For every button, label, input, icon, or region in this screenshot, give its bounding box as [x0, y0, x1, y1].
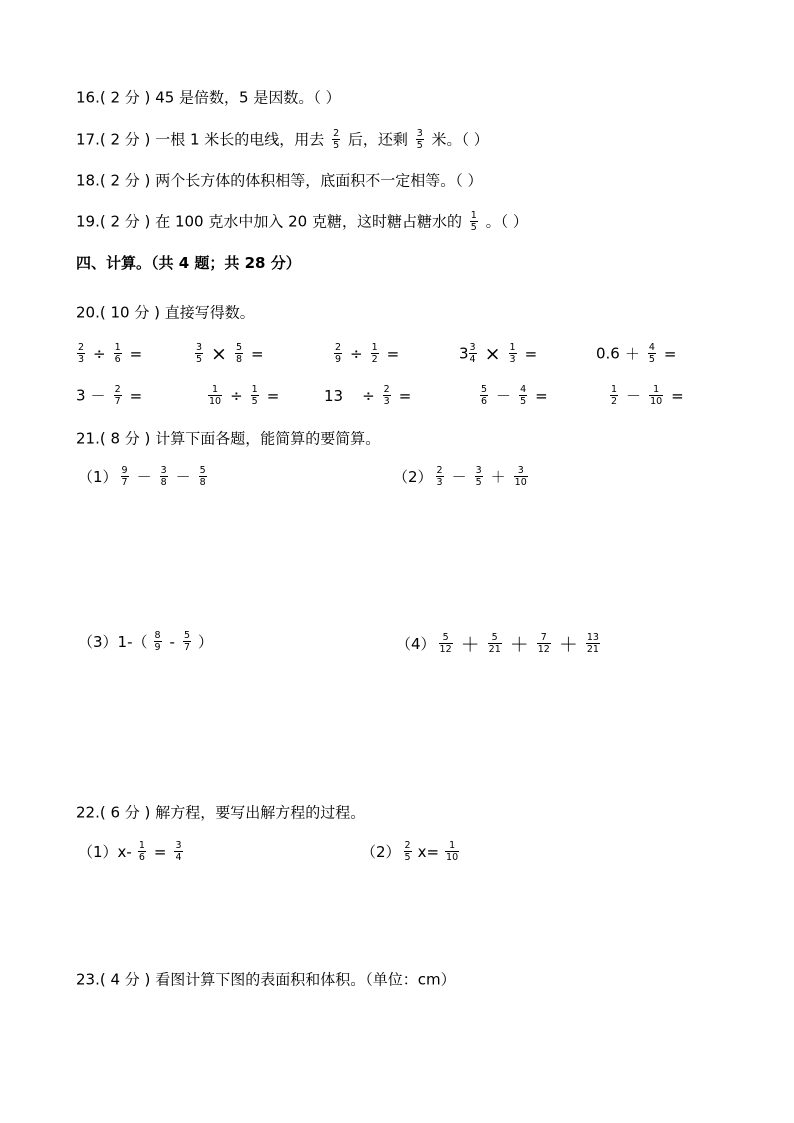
question-17: 17.( 2 分 ) 一根 1 米长的电线，用去 $\frac{2}{5}$ 后，还剩 $\frac{3}{5}$ 米。（ ）: [76, 128, 489, 151]
q20-expr-10: $\frac{1}{2}$ － $\frac{1}{10}$ =: [611, 384, 684, 407]
q16-text: 45 是倍数，5 是因数。（ ）: [155, 88, 341, 107]
q21-part-3: （3）1-（ $\frac{8}{9}$ - $\frac{5}{7}$ ）: [78, 630, 214, 653]
question-23: 23.( 4 分 ) 看图计算下图的表面积和体积。（单位：cm）: [76, 970, 456, 989]
question-21: 21.( 8 分 ) 计算下面各题，能简算的要简算。: [76, 429, 381, 448]
fraction: $\frac{2}{5}$: [333, 128, 340, 151]
q20-expr-1: $\frac{2}{3}$ ÷ $\frac{1}{6}$ =: [78, 342, 143, 365]
fraction: $\frac{3}{5}$: [416, 128, 423, 151]
question-16: 16.( 2 分 ) 45 是倍数，5 是因数。（ ）: [76, 88, 341, 107]
q20-expr-8: 13 ÷ $\frac{2}{3}$ =: [324, 384, 412, 407]
q20-expr-5: 0.6 ＋ $\frac{4}{5}$ =: [596, 342, 677, 365]
q20-expr-6: 3 － $\frac{2}{7}$ =: [76, 384, 143, 407]
q21-part-2: （2） $\frac{2}{3}$ － $\frac{3}{5}$ ＋ $\frac{3}{10}$: [393, 465, 527, 488]
question-20: 20.( 10 分 ) 直接写得数。: [76, 303, 255, 322]
q22-part-1: （1）x- $\frac{1}{6}$ = $\frac{3}{4}$: [78, 840, 182, 863]
question-22: 22.( 6 分 ) 解方程，要写出解方程的过程。: [76, 803, 366, 822]
q20-expr-2: $\frac{3}{5}$ × $\frac{5}{8}$ =: [196, 342, 264, 365]
question-18: 18.( 2 分 ) 两个长方体的体积相等，底面积不一定相等。（ ）: [76, 171, 483, 190]
q20-expr-3: $\frac{2}{9}$ ÷ $\frac{1}{2}$ =: [335, 342, 400, 365]
fraction: $\frac{1}{5}$: [470, 210, 477, 233]
q21-part-1: （1） $\frac{9}{7}$ － $\frac{3}{8}$ － $\frac{5}{8}$: [78, 465, 206, 488]
q20-expr-7: $\frac{1}{10}$ ÷ $\frac{1}{5}$ =: [209, 384, 280, 407]
question-19: 19.( 2 分 ) 在 100 克水中加入 20 克糖，这时糖占糖水的 $\frac{1}{5}$ 。（ ）: [76, 210, 528, 233]
q22-part-2: （2） $\frac{2}{5}$ x= $\frac{1}{10}$: [361, 840, 459, 863]
q20-expr-9: $\frac{5}{6}$ － $\frac{4}{5}$ =: [481, 384, 548, 407]
q21-part-4: （4） $\frac{5}{12}$ ＋ $\frac{5}{21}$ ＋ $\frac{7}{12}$ ＋ $\frac{13}{21}$: [396, 632, 599, 656]
q20-expr-4: 3 $\frac{3}{4}$ × $\frac{1}{3}$ =: [459, 342, 538, 365]
section-title: 四、计算。（共 4 题；共 28 分）: [76, 254, 301, 272]
